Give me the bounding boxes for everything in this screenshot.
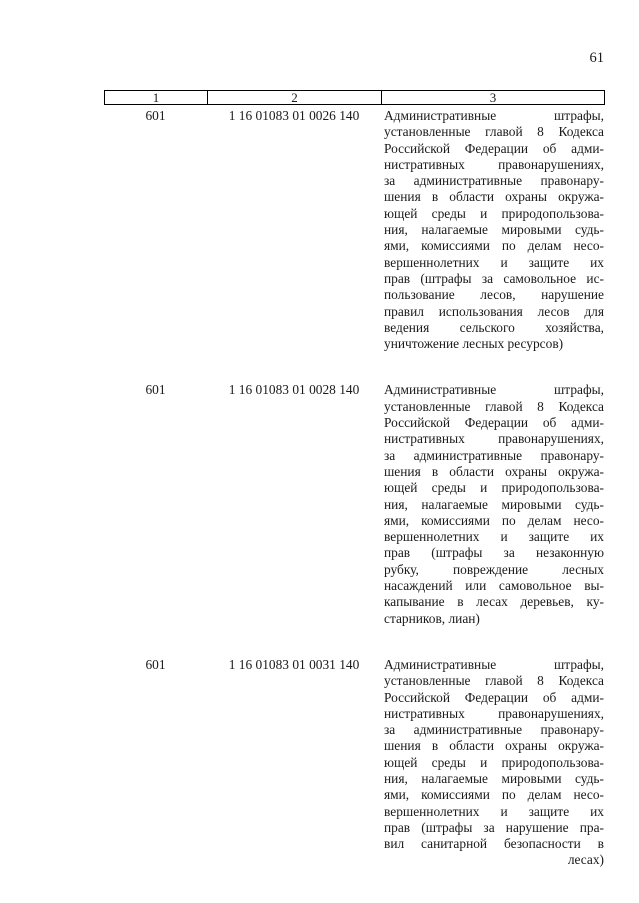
admin-code-cell: 601 <box>145 656 166 672</box>
description-line: шения в области охраны окружа- <box>384 738 604 754</box>
description-line: установленные главой 8 Кодекса <box>384 124 604 140</box>
description-line: рубку, повреждение лесных <box>384 561 604 577</box>
column-header-3: 3 <box>382 91 605 105</box>
budget-code-cell: 1 16 01083 01 0031 140 <box>228 656 360 672</box>
description-cell <box>381 382 604 626</box>
description-line: вил санитарной безопасности в <box>384 836 604 852</box>
description-line: лесах) <box>567 852 604 868</box>
description-line: ведения сельского хозяйства, <box>384 319 604 335</box>
description-cell <box>381 657 604 869</box>
column-header-2: 2 <box>208 91 382 105</box>
description-line: насаждений или самовольное вы- <box>384 578 604 594</box>
description-line: прав (штрафы за самовольное ис- <box>384 270 604 286</box>
table-row <box>104 382 604 626</box>
description-line: шения в области охраны окружа- <box>384 189 604 205</box>
description-line: ющей среды и природопользова- <box>384 205 604 221</box>
description-line: ями, комиссиями по делам несо- <box>384 512 604 528</box>
description-line: пользование лесов, нарушение <box>384 287 604 303</box>
description-line: Административные штрафы, <box>384 656 604 672</box>
table-body <box>104 108 604 869</box>
description-line: прав (штрафы за нарушение пра- <box>384 819 604 835</box>
admin-code-cell: 601 <box>145 382 166 398</box>
description-line: вершеннолетних и защите их <box>384 529 604 545</box>
description-line: ния, налагаемые мировыми судь- <box>384 222 604 238</box>
description-line: правил использования лесов для <box>384 303 604 319</box>
column-header-1: 1 <box>105 91 208 105</box>
description-line: за административные правонару- <box>384 447 604 463</box>
description-line: установленные главой 8 Кодекса <box>384 673 604 689</box>
description-line: за административные правонару- <box>384 173 604 189</box>
description-line: капывание в лесах деревьев, ку- <box>384 594 604 610</box>
column-header-table <box>104 90 605 105</box>
description-line: Российской Федерации об адми- <box>384 689 604 705</box>
page-number: 61 <box>589 50 604 66</box>
column-header-row <box>105 91 605 105</box>
budget-code-cell: 1 16 01083 01 0026 140 <box>228 108 360 123</box>
description-line: Административные штрафы, <box>384 382 604 398</box>
description-line: нистративных правонарушениях, <box>384 431 604 447</box>
description-line: уничтожение лесных ресурсов) <box>384 336 564 352</box>
description-line: вершеннолетних и защите их <box>384 803 604 819</box>
description-line: шения в области охраны окружа- <box>384 463 604 479</box>
description-line: прав (штрафы за незаконную <box>384 545 604 561</box>
description-line: ями, комиссиями по делам несо- <box>384 238 604 254</box>
description-line: ния, налагаемые мировыми судь- <box>384 496 604 512</box>
description-line: старников, лиан) <box>384 610 480 626</box>
description-line: Российской Федерации об адми- <box>384 140 604 156</box>
description-line: нистративных правонарушениях, <box>384 156 604 172</box>
admin-code-cell: 601 <box>145 108 166 123</box>
description-line: за административные правонару- <box>384 722 604 738</box>
table-row <box>104 108 604 352</box>
description-line: ния, налагаемые мировыми судь- <box>384 770 604 786</box>
description-line: Административные штрафы, <box>384 108 604 123</box>
table-row <box>104 657 604 869</box>
description-line: ющей среды и природопользова- <box>384 754 604 770</box>
description-line: нистративных правонарушениях, <box>384 705 604 721</box>
description-line: ями, комиссиями по делам несо- <box>384 787 604 803</box>
description-line: установленные главой 8 Кодекса <box>384 398 604 414</box>
description-line: ющей среды и природопользова- <box>384 480 604 496</box>
budget-code-cell: 1 16 01083 01 0028 140 <box>228 382 360 398</box>
description-cell <box>381 108 604 352</box>
description-line: вершеннолетних и защите их <box>384 254 604 270</box>
description-line: Российской Федерации об адми- <box>384 415 604 431</box>
